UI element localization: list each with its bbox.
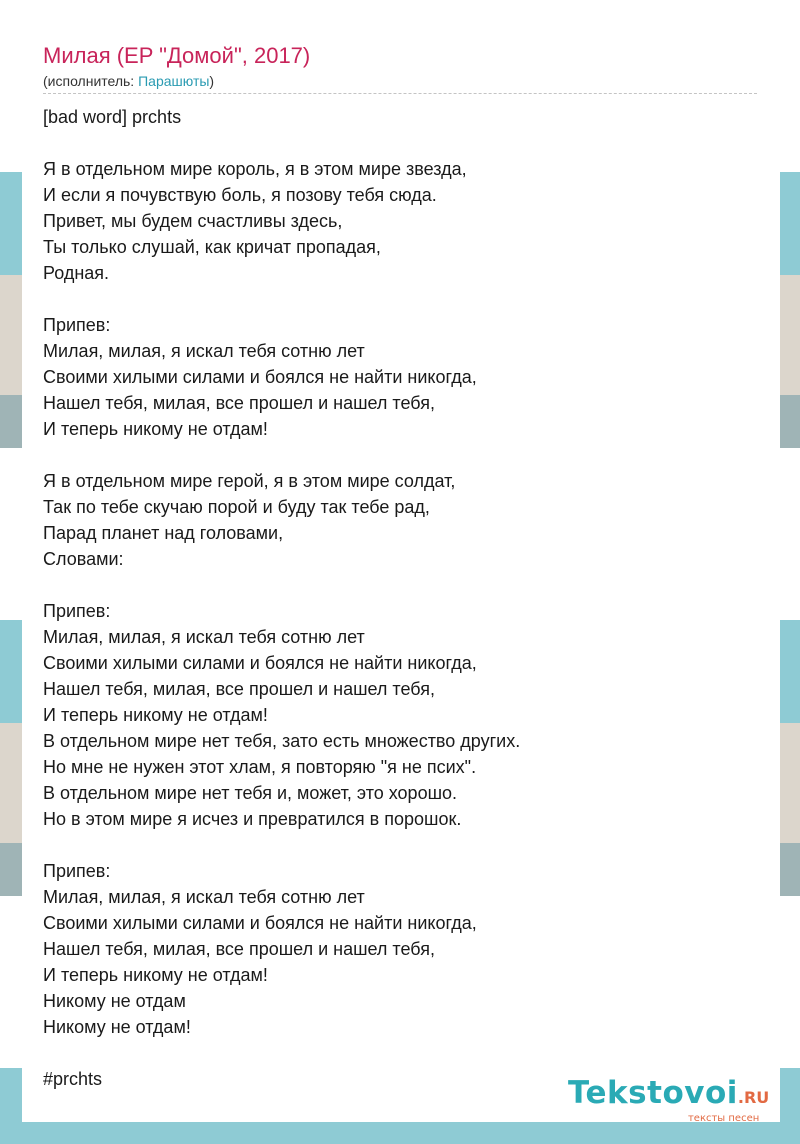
lyric-line: Милая, милая, я искал тебя сотню лет bbox=[43, 887, 365, 907]
artist-suffix: ) bbox=[209, 73, 215, 89]
page-title: Милая (EP "Домой", 2017) bbox=[43, 43, 311, 68]
lyric-line: [bad word] prchts bbox=[43, 107, 182, 127]
lyric-line: Припев: bbox=[43, 861, 111, 881]
lyric-line: Я в отдельном мире король, я в этом мире звезда, bbox=[43, 159, 467, 179]
lyric-blank-line bbox=[43, 442, 757, 468]
lyric-line: Припев: bbox=[43, 315, 111, 335]
lyric-line: Привет, мы будем счастливы здесь, bbox=[43, 211, 343, 231]
lyric-line: Но мне не нужен этот хлам, я повторяю "я не псих". bbox=[43, 757, 477, 777]
lyric-line: #prchts bbox=[43, 1069, 103, 1089]
lyric-line: Родная. bbox=[43, 263, 110, 283]
lyric-line: В отдельном мире нет тебя и, может, это хорошо. bbox=[43, 783, 458, 803]
lyric-line: Я в отдельном мире герой, я в этом мире солдат, bbox=[43, 471, 456, 491]
lyric-line: Но в этом мире я исчез и превратился в порошок. bbox=[43, 809, 462, 829]
lyric-line: Нашел тебя, милая, все прошел и нашел тебя, bbox=[43, 393, 435, 413]
lyric-line: Словами: bbox=[43, 549, 124, 569]
logo-subtitle: тексты песен bbox=[687, 1113, 760, 1124]
lyric-line: В отдельном мире нет тебя, зато есть множество других. bbox=[43, 731, 521, 751]
lyric-line: Своими хилыми силами и боялся не найти никогда, bbox=[43, 367, 477, 387]
lyric-blank-line bbox=[43, 572, 757, 598]
lyric-line: И теперь никому не отдам! bbox=[43, 705, 268, 725]
artist-prefix: (исполнитель: bbox=[43, 73, 139, 89]
lyric-blank-line bbox=[43, 286, 757, 312]
lyric-line: Ты только слушай, как кричат пропадая, bbox=[43, 237, 381, 257]
lyric-line: И если я почувствую боль, я позову тебя сюда. bbox=[43, 185, 437, 205]
artist-line bbox=[43, 73, 214, 89]
lyric-line: Нашел тебя, милая, все прошел и нашел тебя, bbox=[43, 939, 435, 959]
header-divider bbox=[43, 93, 757, 94]
lyric-line: Милая, милая, я искал тебя сотню лет bbox=[43, 341, 365, 361]
lyric-line: Так по тебе скучаю порой и буду так тебе рад, bbox=[43, 497, 430, 517]
site-logo[interactable] bbox=[568, 1075, 770, 1124]
lyric-line: Никому не отдам! bbox=[43, 1017, 191, 1037]
lyric-line: Никому не отдам bbox=[43, 991, 186, 1011]
lyrics-sheet bbox=[22, 22, 780, 1122]
lyric-blank-line bbox=[43, 1040, 757, 1066]
lyric-line: И теперь никому не отдам! bbox=[43, 965, 268, 985]
lyric-blank-line bbox=[43, 130, 757, 156]
lyric-line: Припев: bbox=[43, 601, 111, 621]
lyric-blank-line bbox=[43, 832, 757, 858]
lyric-line: Парад планет над головами, bbox=[43, 523, 284, 543]
lyric-line: Нашел тебя, милая, все прошел и нашел тебя, bbox=[43, 679, 435, 699]
lyric-line: И теперь никому не отдам! bbox=[43, 419, 268, 439]
lyric-line: Милая, милая, я искал тебя сотню лет bbox=[43, 627, 365, 647]
artist-link[interactable]: Парашюты bbox=[138, 73, 210, 89]
logo-tld: .RU bbox=[737, 1088, 770, 1107]
lyric-line: Своими хилыми силами и боялся не найти никогда, bbox=[43, 913, 477, 933]
lyric-line: Своими хилыми силами и боялся не найти никогда, bbox=[43, 653, 477, 673]
logo-wordmark: Tekstovoi bbox=[568, 1075, 738, 1111]
lyrics-body bbox=[43, 104, 757, 1092]
